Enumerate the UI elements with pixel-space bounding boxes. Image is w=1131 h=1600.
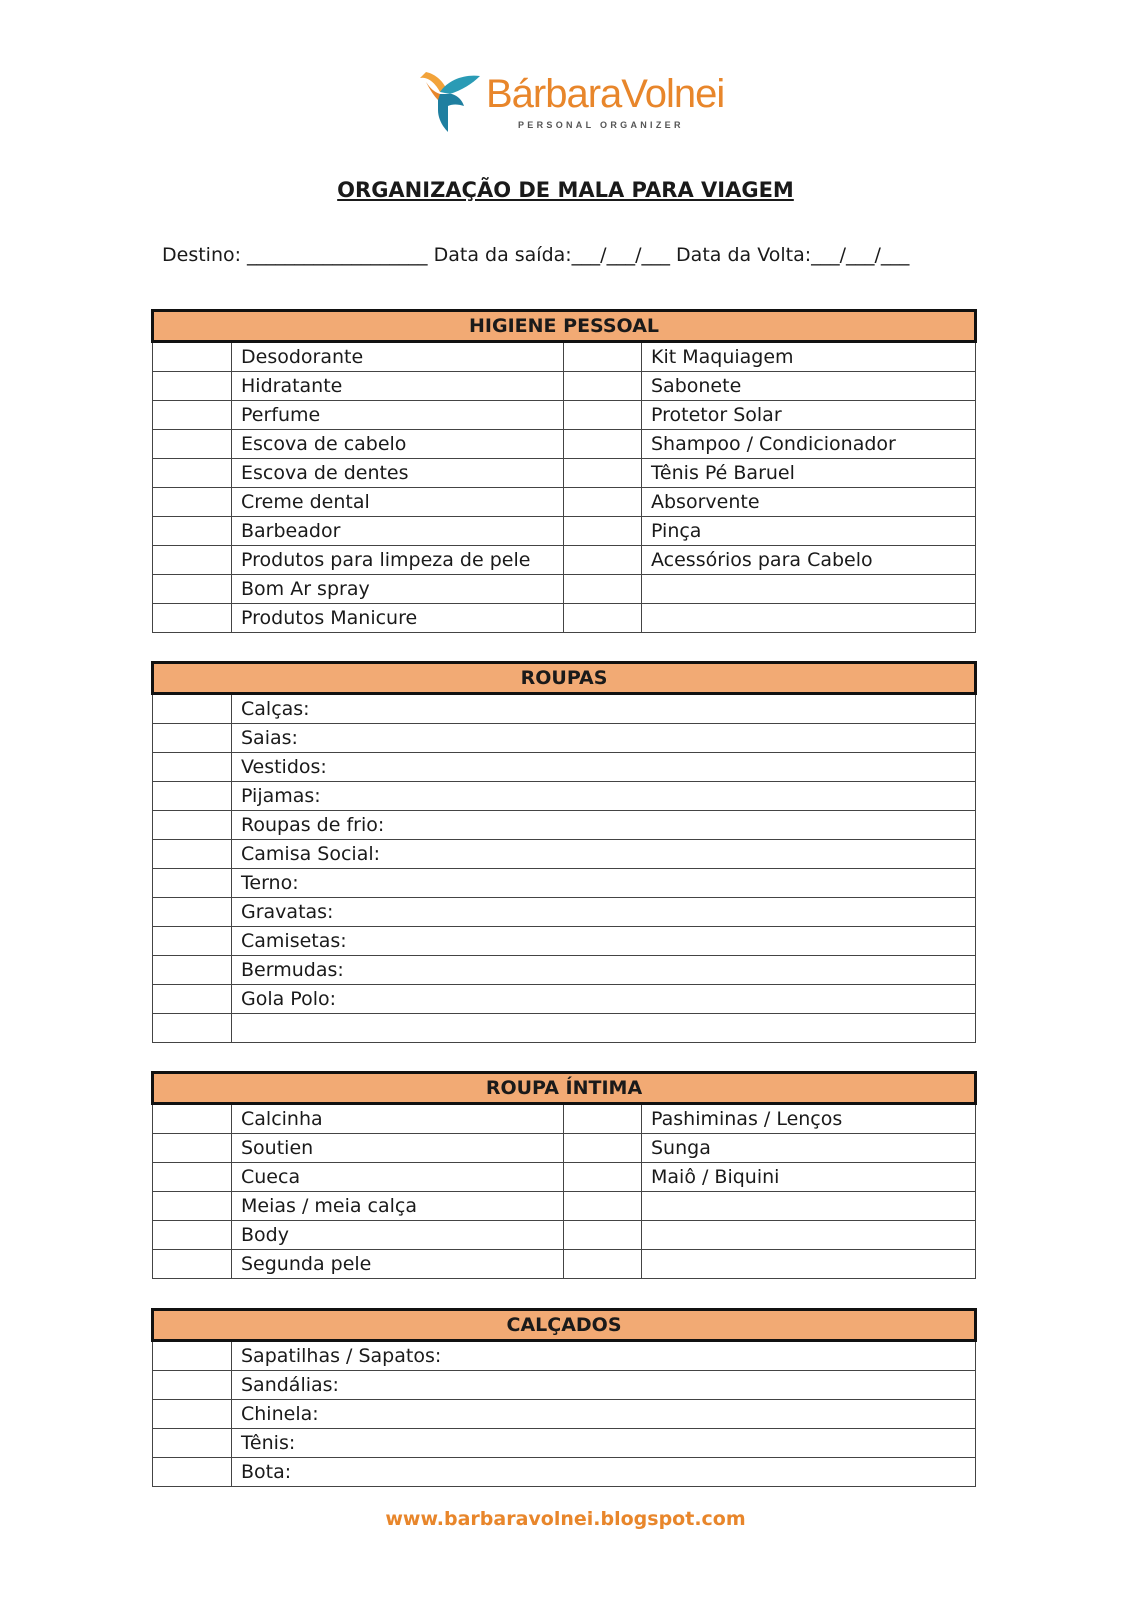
checkbox-cell[interactable] (153, 372, 232, 401)
table-row (153, 985, 976, 1014)
page-title: ORGANIZAÇÃO DE MALA PARA VIAGEM (337, 178, 794, 202)
item-label: Sapatilhas / Sapatos: (232, 1341, 976, 1371)
table-row (153, 753, 976, 782)
item-label: Acessórios para Cabelo (642, 546, 976, 575)
return-date-field[interactable]: Data da Volta:___/___/___ (676, 244, 910, 266)
checkbox-cell[interactable] (564, 1192, 642, 1221)
section-roupa-intima (151, 1071, 977, 1279)
section-roupas (151, 661, 977, 1043)
table-row (153, 1458, 976, 1487)
table-row (153, 488, 976, 517)
checkbox-cell[interactable] (153, 1134, 232, 1163)
checkbox-cell[interactable] (153, 401, 232, 430)
checkbox-cell[interactable] (153, 1104, 232, 1134)
section-heading: ROUPA ÍNTIMA (153, 1073, 976, 1104)
item-label: Camisetas: (232, 927, 976, 956)
item-label: Tênis: (232, 1429, 976, 1458)
checkbox-cell[interactable] (564, 1221, 642, 1250)
quantity-cell[interactable] (153, 724, 232, 753)
item-label: Meias / meia calça (232, 1192, 564, 1221)
footer-url[interactable]: www.barbaravolnei.blogspot.com (385, 1508, 746, 1530)
quantity-cell[interactable] (153, 869, 232, 898)
item-label: Sabonete (642, 372, 976, 401)
checkbox-cell[interactable] (564, 1163, 642, 1192)
item-label: Sunga (642, 1134, 976, 1163)
logo-tagline: PERSONAL ORGANIZER (518, 120, 684, 130)
item-label: Bom Ar spray (232, 575, 564, 604)
quantity-cell[interactable] (153, 694, 232, 724)
section-heading: CALÇADOS (153, 1310, 976, 1341)
table-row (153, 694, 976, 724)
table-row (153, 575, 976, 604)
table-row (153, 1134, 976, 1163)
item-label: Pashiminas / Lenços (642, 1104, 976, 1134)
item-label: Shampoo / Condicionador (642, 430, 976, 459)
checkbox-cell[interactable] (153, 1250, 232, 1279)
table-row (153, 1429, 976, 1458)
quantity-cell[interactable] (153, 1429, 232, 1458)
section-calcados (151, 1308, 977, 1487)
destino-field[interactable]: Destino: ___________________ (162, 244, 428, 266)
item-label: Segunda pele (232, 1250, 564, 1279)
quantity-cell[interactable] (153, 898, 232, 927)
table-row (153, 1104, 976, 1134)
table-row (153, 811, 976, 840)
section-heading: ROUPAS (153, 663, 976, 694)
checkbox-cell[interactable] (153, 1192, 232, 1221)
section-higiene-pessoal (151, 309, 977, 633)
table-row (153, 546, 976, 575)
checkbox-cell[interactable] (564, 372, 642, 401)
quantity-cell[interactable] (153, 753, 232, 782)
item-label: Hidratante (232, 372, 564, 401)
table-row (153, 372, 976, 401)
item-label (642, 1250, 976, 1279)
item-label: Terno: (232, 869, 976, 898)
table-row (153, 459, 976, 488)
item-label: Roupas de frio: (232, 811, 976, 840)
quantity-cell[interactable] (153, 782, 232, 811)
checkbox-cell[interactable] (564, 488, 642, 517)
item-label: Escova de cabelo (232, 430, 564, 459)
item-label: Cueca (232, 1163, 564, 1192)
item-label: Kit Maquiagem (642, 342, 976, 372)
item-label: Camisa Social: (232, 840, 976, 869)
checkbox-cell[interactable] (153, 430, 232, 459)
item-label: Saias: (232, 724, 976, 753)
quantity-cell[interactable] (153, 1371, 232, 1400)
table-row (153, 517, 976, 546)
item-label: Barbeador (232, 517, 564, 546)
brand-logo (418, 70, 725, 138)
checkbox-cell[interactable] (564, 459, 642, 488)
checkbox-cell[interactable] (564, 575, 642, 604)
checkbox-cell[interactable] (153, 459, 232, 488)
item-label: Calcinha (232, 1104, 564, 1134)
section-heading: HIGIENE PESSOAL (153, 311, 976, 342)
item-label: Pinça (642, 517, 976, 546)
quantity-cell[interactable] (153, 985, 232, 1014)
checkbox-cell[interactable] (564, 430, 642, 459)
checkbox-cell[interactable] (153, 517, 232, 546)
item-label: Chinela: (232, 1400, 976, 1429)
checkbox-cell[interactable] (153, 488, 232, 517)
checkbox-cell[interactable] (564, 401, 642, 430)
checkbox-cell[interactable] (153, 1163, 232, 1192)
item-label: Creme dental (232, 488, 564, 517)
quantity-cell[interactable] (153, 1400, 232, 1429)
checkbox-cell[interactable] (564, 1134, 642, 1163)
quantity-cell[interactable] (153, 840, 232, 869)
table-row (153, 1014, 976, 1043)
table-row (153, 1221, 976, 1250)
item-label: Vestidos: (232, 753, 976, 782)
item-label (642, 1221, 976, 1250)
item-label: Pijamas: (232, 782, 976, 811)
checkbox-cell[interactable] (564, 546, 642, 575)
checkbox-cell[interactable] (564, 517, 642, 546)
checkbox-cell[interactable] (564, 1104, 642, 1134)
item-label: Gola Polo: (232, 985, 976, 1014)
table-row (153, 342, 976, 372)
item-label: Soutien (232, 1134, 564, 1163)
checkbox-cell[interactable] (153, 546, 232, 575)
table-row (153, 1250, 976, 1279)
item-label (642, 1192, 976, 1221)
item-label: Bermudas: (232, 956, 976, 985)
item-label: Bota: (232, 1458, 976, 1487)
item-label: Absorvente (642, 488, 976, 517)
trip-fields (162, 244, 909, 266)
item-label (642, 604, 976, 633)
quantity-cell[interactable] (153, 811, 232, 840)
checkbox-cell[interactable] (153, 1221, 232, 1250)
table-row (153, 1163, 976, 1192)
quantity-cell[interactable] (153, 1341, 232, 1371)
table-row (153, 1371, 976, 1400)
table-row (153, 840, 976, 869)
quantity-cell[interactable] (153, 927, 232, 956)
checkbox-cell[interactable] (564, 1250, 642, 1279)
table-row (153, 869, 976, 898)
table-row (153, 782, 976, 811)
item-label (642, 575, 976, 604)
quantity-cell[interactable] (153, 956, 232, 985)
item-label: Gravatas: (232, 898, 976, 927)
table-row (153, 898, 976, 927)
quantity-cell[interactable] (153, 1458, 232, 1487)
item-label: Escova de dentes (232, 459, 564, 488)
table-row (153, 1341, 976, 1371)
item-label: Produtos Manicure (232, 604, 564, 633)
item-label: Desodorante (232, 342, 564, 372)
table-row (153, 956, 976, 985)
table-row (153, 401, 976, 430)
logo-brand-text: BárbaraVolnei (486, 72, 725, 116)
departure-date-field[interactable]: Data da saída:___/___/___ (433, 244, 670, 266)
logo-swoosh-icon (418, 70, 488, 136)
table-row (153, 604, 976, 633)
checkbox-cell[interactable] (153, 342, 232, 372)
item-label: Sandálias: (232, 1371, 976, 1400)
table-row (153, 724, 976, 753)
item-label (232, 1014, 976, 1043)
item-label: Body (232, 1221, 564, 1250)
item-label: Maiô / Biquini (642, 1163, 976, 1192)
item-label: Calças: (232, 694, 976, 724)
table-row (153, 430, 976, 459)
table-row (153, 1192, 976, 1221)
table-row (153, 1400, 976, 1429)
checkbox-cell[interactable] (564, 342, 642, 372)
item-label: Produtos para limpeza de pele (232, 546, 564, 575)
checkbox-cell[interactable] (153, 575, 232, 604)
checkbox-cell[interactable] (564, 604, 642, 633)
table-row (153, 927, 976, 956)
item-label: Protetor Solar (642, 401, 976, 430)
item-label: Tênis Pé Baruel (642, 459, 976, 488)
checkbox-cell[interactable] (153, 604, 232, 633)
item-label: Perfume (232, 401, 564, 430)
quantity-cell[interactable] (153, 1014, 232, 1043)
